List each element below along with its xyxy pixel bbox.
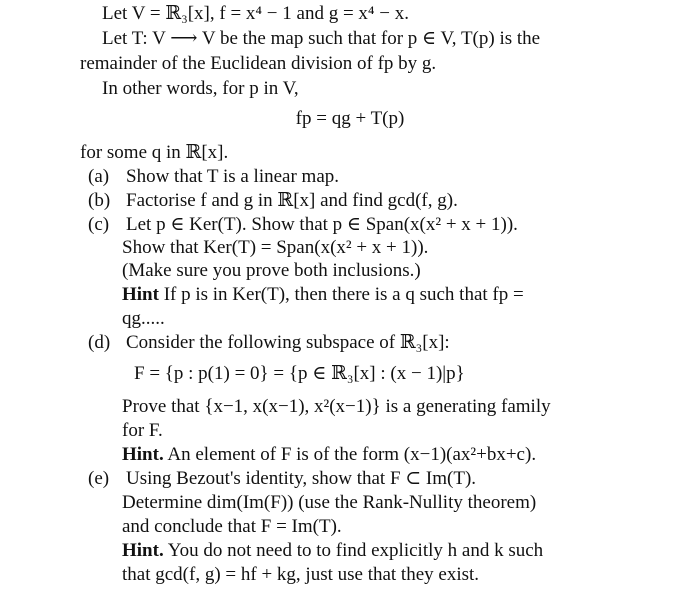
intro-line-3: remainder of the Euclidean division of fp by g. [80,53,437,74]
part-c-line-2: Show that Ker(T) = Span(x(x² + x + 1)). [122,237,429,258]
part-d-hint-label: Hint. [122,444,164,465]
part-b [88,189,458,213]
part-a-text: Show that T is a linear map. [126,166,340,187]
part-e-line-3: and conclude that F = Im(T). [122,516,342,537]
part-c-label: (c) [88,214,110,235]
part-c-line-1: Let p ∈ Ker(T). Show that p ∈ Span(x(x² + x + 1)). [126,214,518,235]
part-e-line-1: Using Bezout's identity, show that F ⊂ Im(T). [126,468,477,489]
part-c-hint-line-2: qg..... [122,308,165,329]
part-c-line-3: (Make sure you prove both inclusions.) [122,260,421,281]
part-e-label: (e) [88,468,110,489]
part-d-label: (d) [88,332,111,353]
part-c [88,213,518,237]
part-d-line-2: Prove that {x−1, x(x−1), x²(x−1)} is a generating family [122,396,551,417]
part-c-hint-line-1: If p is in Ker(T), then there is a q such that fp = [163,284,524,305]
main-equation: fp = qg + T(p) [295,108,405,129]
intro-line-5: for some q in ℝ[x]. [80,142,229,163]
part-a-label: (a) [88,166,110,187]
part-d-hint [122,443,536,467]
intro-line-2: Let T: V ⟶ V be the map such that for p ∈ V, T(p) is the [102,28,541,49]
part-e-hint-line-2: that gcd(f, g) = hf + kg, just use that they exist. [122,564,480,585]
part-d [88,331,450,355]
part-b-label: (b) [88,190,111,211]
part-d-hint-text: An element of F is of the form (x−1)(ax²+bx+c). [167,444,537,465]
part-b-text: Factorise f and g in ℝ[x] and find gcd(f, g). [126,190,458,211]
part-e-line-2: Determine dim(Im(F)) (use the Rank-Nullity theorem) [122,492,537,513]
part-e-hint-line-1: You do not need to to find explicitly h and k such [167,540,544,561]
part-c-hint-label: Hint [122,284,159,305]
part-a [88,165,339,189]
part-d-equation: F = {p : p(1) = 0} = {p ∈ ℝ₃[x] : (x − 1)|p} [134,363,465,384]
part-e [88,467,476,491]
part-c-hint [122,283,524,307]
part-d-line-3: for F. [122,420,163,441]
intro-line-4: In other words, for p in V, [102,78,299,99]
part-e-hint-label: Hint. [122,540,164,561]
part-e-hint [122,539,543,563]
intro-line-1: Let V = ℝ₃[x], f = x⁴ − 1 and g = x⁴ − x. [102,3,410,24]
part-d-line-1: Consider the following subspace of ℝ₃[x]: [126,332,450,353]
